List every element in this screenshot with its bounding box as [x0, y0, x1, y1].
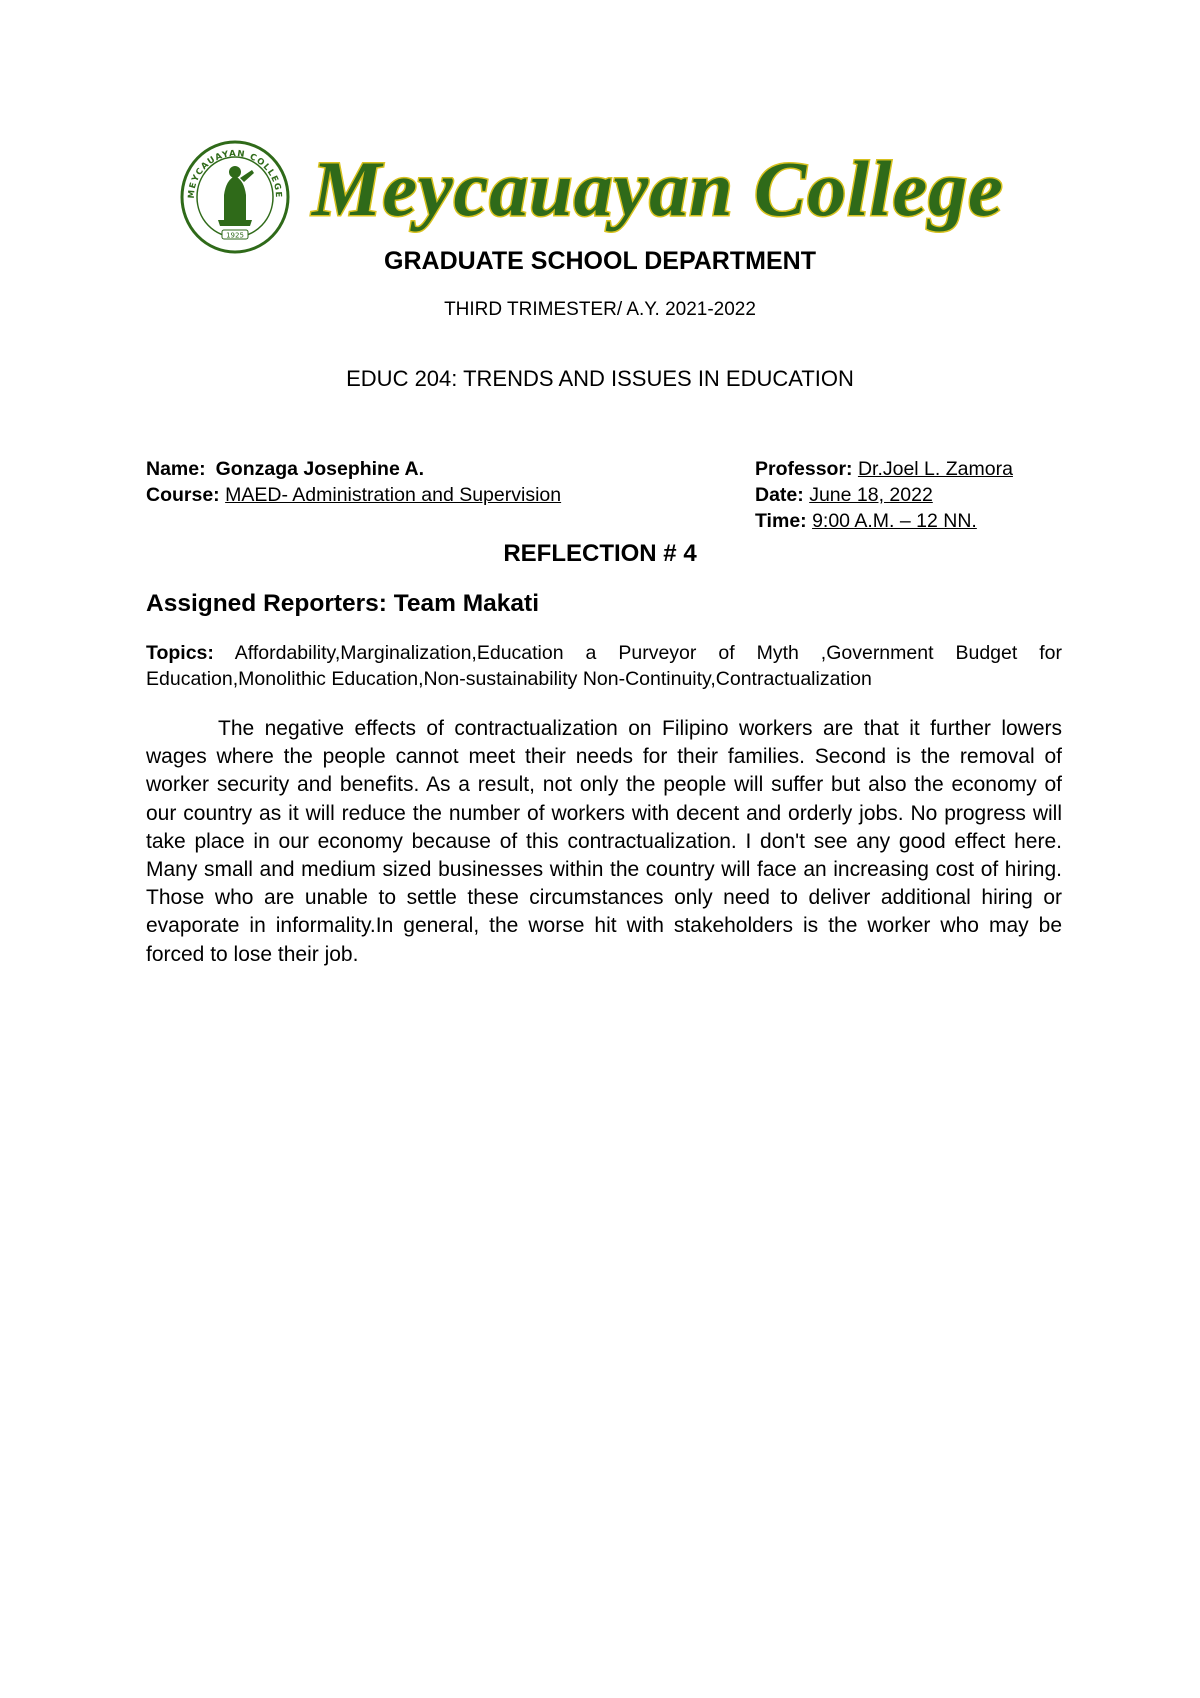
- course-field: [146, 482, 561, 508]
- course-label: Course:: [146, 484, 220, 506]
- student-name-field: [146, 456, 424, 482]
- professor-label: Professor:: [755, 458, 853, 480]
- reflection-title: REFLECTION # 4: [503, 540, 697, 567]
- professor-value: Dr.Joel L. Zamora: [857, 458, 1013, 480]
- date-label: Date:: [755, 484, 804, 506]
- professor-field: [755, 456, 1013, 482]
- topics-paragraph: [146, 640, 1062, 692]
- department-heading: GRADUATE SCHOOL DEPARTMENT: [384, 247, 816, 275]
- course-title: EDUC 204: TRENDS AND ISSUES IN EDUCATION: [346, 366, 854, 391]
- assigned-reporters-heading: Assigned Reporters: Team Makati: [146, 590, 540, 617]
- reflection-body-paragraph: The negative effects of contractualization on Filipino workers are that it further lowers wages where the people cannot meet their needs for their families. Second is the removal of worker security and benefits. As a result, not only the people will suffer but also the economy of our country as it will reduce the number of workers with decent and orderly jobs. No progress will take place in our economy because of this contractualization. I don't see any good effect here. Many small and medium sized businesses within the country will face an increasing cost of hiring. Those who are unable to settle these circumstances only need to deliver additional hiring or evaporate in informality.In general, the worse hit with stakeholders is the worker who may be forced to lose their job.: [146, 717, 1062, 966]
- svg-text:1925: 1925: [226, 231, 244, 240]
- topics-value: Affordability,Marginalization,Education a Purveyor of Myth ,Government Budget for Education,Monolithic Education,Non-sustainability Non-Continuity,Contractualization: [146, 642, 1062, 690]
- course-value: MAED- Administration and Supervision: [225, 484, 562, 506]
- date-value: June 18, 2022: [809, 484, 933, 506]
- name-label: Name:: [146, 458, 206, 480]
- name-value: Gonzaga Josephine A.: [215, 458, 425, 480]
- time-label: Time:: [755, 510, 807, 532]
- term-line: THIRD TRIMESTER/ A.Y. 2021-2022: [444, 299, 756, 320]
- time-value: 9:00 A.M. – 12 NN.: [812, 510, 977, 532]
- date-field: [755, 482, 933, 508]
- time-field: [755, 508, 977, 534]
- topics-label: Topics:: [146, 642, 214, 664]
- svg-text:MEYCAUAYAN COLLEGE: MEYCAUAYAN COLLEGE: [186, 148, 284, 199]
- college-name-logo: Meycauayan College: [312, 145, 1004, 232]
- college-seal-logo: [180, 140, 290, 254]
